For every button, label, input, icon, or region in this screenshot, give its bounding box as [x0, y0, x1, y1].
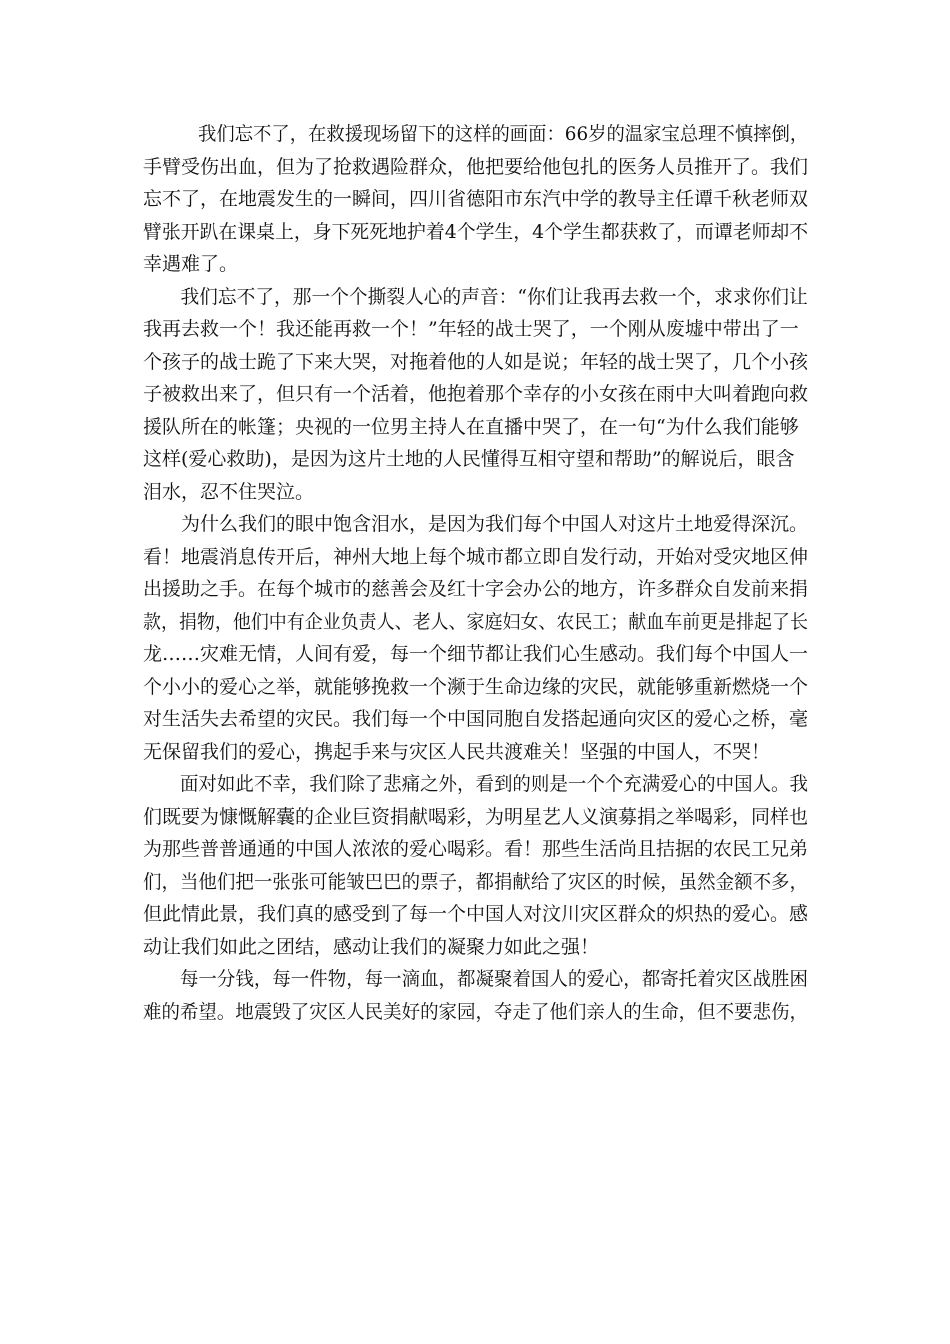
text-line: 面对如此不幸，我们除了悲痛之外，看到的则是一个个充满爱心的中国人。我 [179, 773, 808, 795]
paragraph-1 [143, 118, 808, 281]
text-line: 无保留我们的爱心，携起手来与灾区人民共渡难关！坚强的中国人，不哭！ [143, 740, 771, 763]
paragraph-2 [143, 281, 808, 509]
text-line: 龙……灾难无情，人间有爱，每一个细节都让我们心生感动。我们每个中国人一 [143, 643, 809, 665]
text-line: 臂张开趴在课桌上，身下死死地护着4个学生，4个学生都获救了，而谭老师却不 [143, 220, 809, 243]
text-line: 忘不了，在地震发生的一瞬间，四川省德阳市东汽中学的教导主任谭千秋老师双 [143, 188, 809, 210]
paragraph-4 [143, 768, 808, 963]
text-line: 这样(爱心救助)，是因为这片土地的人民懂得互相守望和帮助”的解说后，眼含 [143, 448, 795, 470]
text-line: 我们忘不了，在救援现场留下的这样的画面：66岁的温家宝总理不慎摔倒， [179, 123, 809, 145]
text-line: 泪水，忍不住哭泣。 [143, 480, 315, 503]
text-line: 难的希望。地震毁了灾区人民美好的家园，夺走了他们亲人的生命，但不要悲伤， [143, 1000, 808, 1023]
text-line: 个孩子的战士跪了下来大哭，对拖着他的人如是说；年轻的战士哭了，几个小孩 [143, 350, 809, 373]
text-line: 我再去救一个！我还能再救一个！”年轻的战士哭了，一个刚从废墟中带出了一 [143, 318, 799, 340]
document-page [143, 118, 808, 1028]
text-line: 出援助之手。在每个城市的慈善会及红十字会办公的地方，许多群众自发前来捐 [143, 578, 809, 600]
text-line: 为那些普普通通的中国人浓浓的爱心喝彩。看！那些生活尚且拮据的农民工兄弟 [143, 838, 809, 860]
text-line: 手臂受伤出血，但为了抢救遇险群众，他把要给他包扎的医务人员推开了。我们 [143, 155, 809, 178]
text-line: 援队所在的帐篷；央视的一位男主持人在直播中哭了，在一句“为什么我们能够 [143, 415, 799, 438]
text-line: 们，当他们把一张张可能皱巴巴的票子，都捐献给了灾区的时候，虽然金额不多， [143, 870, 808, 893]
paragraph-3 [143, 508, 808, 768]
text-line: 幸遇难了。 [143, 253, 239, 275]
text-line: 们既要为慷慨解囊的企业巨资捐献喝彩，为明星艺人义演募捐之举喝彩，同样也 [143, 805, 809, 828]
text-line: 但此情此景，我们真的感受到了每一个中国人对汶川灾区群众的炽热的爱心。感 [143, 903, 809, 925]
text-line: 看！地震消息传开后，神州大地上每个城市都立即自发行动，开始对受灾地区伸 [143, 545, 809, 568]
paragraph-5 [143, 963, 808, 1028]
text-line: 个小小的爱心之举，就能够挽救一个濒于生命边缘的灾民，就能够重新燃烧一个 [143, 675, 809, 698]
text-line: 款，捐物，他们中有企业负责人、老人、家庭妇女、农民工；献血车前更是排起了长 [143, 610, 808, 633]
text-line: 对生活失去希望的灾民。我们每一个中国同胞自发搭起通向灾区的爱心之桥，毫 [143, 708, 809, 730]
text-line: 每一分钱，每一件物，每一滴血，都凝聚着国人的爱心，都寄托着灾区战胜困 [179, 968, 808, 990]
text-line: 动让我们如此之团结，感动让我们的凝聚力如此之强！ [143, 935, 600, 958]
text-line: 我们忘不了，那一个个撕裂人心的声音：“你们让我再去救一个，求求你们让 [180, 285, 808, 308]
text-line: 子被救出来了，但只有一个活着，他抱着那个幸存的小女孩在雨中大叫着跑向救 [143, 383, 809, 405]
text-line: 为什么我们的眼中饱含泪水，是因为我们每个中国人对这片土地爱得深沉。 [181, 513, 809, 535]
